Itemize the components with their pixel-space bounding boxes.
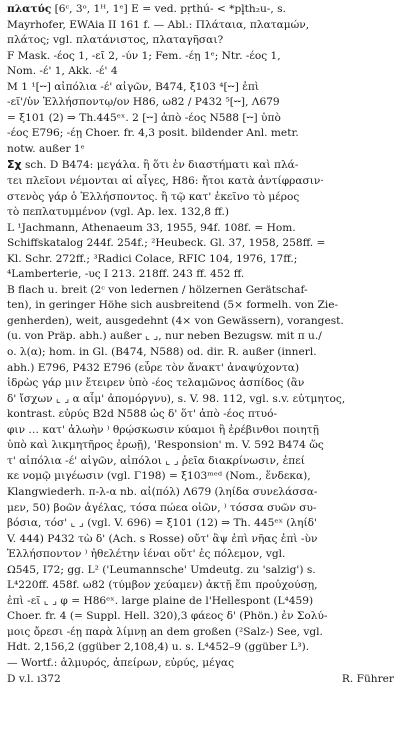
entry-line: ἐπὶ -εῖ ⌞ ⌟ φ = H86ᵉˣ. large plaine de l'Hellespont (L⁴459)	[7, 594, 314, 607]
entry-line-text: [6ᶜ, 3ᵒ, 1ᴴ, 1ᵉ] E = ved. pṛthú- < *pl̥th₂u-, s.	[54, 3, 286, 15]
entry-line: -εῖ'/ὑν Ἑλλήσποντῳ/ον H86, ω82 / P432 ⁵[⏑⏑], Λ679	[7, 96, 280, 109]
entry-line: μοις ὄρεσι -έῃ παρὰ λίμνῃ an dem großen (²Salz-) See, vgl.	[7, 625, 323, 638]
entry-line: Hdt. 2,156,2 (ggüber 2,108,4) u. s. L⁴452–9 (ggüber L³).	[7, 641, 310, 654]
section-metrics: M 1 ¹[⏑⏑] αἰπόλια -έ' αἰγῶν, B474, ξ103 ⁴[⏑⏑] ἐπὶ	[7, 80, 259, 93]
scholia-sigma-icon: Σχ	[7, 158, 22, 172]
entry-line: Nom. -έ' 1, Akk. -έ' 4	[7, 65, 118, 78]
entry-line: στενὸς γάρ ὁ Ἑλλήσποντος. ἢ τῷ κατ' ἐκεῖνο τὸ μέρος	[7, 190, 300, 203]
headword: πλατύς	[7, 3, 52, 15]
entry-line: Schiffskatalog 244f. 254f.; ²Heubeck. Gl. 37, 1958, 258ff. =	[7, 237, 326, 250]
entry-line: = ξ101 (2) ⇒ Th.445ᵉˣ. 2 [⏑⏑] ἀπὸ -έος N588 [⏑⏑] ὑπὸ	[7, 111, 281, 124]
entry-line: o. λ(α); hom. in Gl. (B474, N588) od. dir. R. außer (innerl.	[7, 346, 317, 359]
entry-line: μεν, 50) βοῶν ἀγέλας, τόσα πώεα οἰῶν, ⁾ τόσσα συῶν συ-	[7, 501, 317, 514]
author-signature: R. Führer	[341, 672, 394, 685]
entry-line: φιν … κατ' ἀλωὴν ⁾ θρῴσκωσιν κύαμοι ἢ ἐρέβινθοι ποιητῇ	[7, 423, 319, 436]
entry-line: Klangwiederh. π-λ-α nb. αἰ(πόλ) Λ679 (ληίδα συνελάσσα-	[7, 485, 318, 498]
entry-line: Ἑλλήσποντον ⁾ ἠθελέτην ἰέναι οὔτ' ἐς πόλεμον, vgl.	[7, 548, 286, 561]
entry-line: τει πλεῖονι νέμονται αἱ αἶγες, H86: ἤτοι κατὰ ἀντίφρασιν·	[7, 175, 324, 188]
entry-line: Choer. fr. 4 (= Suppl. Hell. 320),3 φάεος δ' (Phön.) ἐν Σολύ-	[7, 610, 328, 623]
entry-line: Mayrhofer, EWAia II 161 f. — Abl.: Πλάταια, πλαταμών,	[7, 18, 310, 31]
entry-line: genherden), weit, ausgedehnt (4× von Gewässern), vorangest.	[7, 314, 344, 327]
entry-line: ἱδρὼς γάρ μιν ἔτειρεν ὑπὸ -έος τελαμῶνος ἀσπίδος (ἂν	[7, 377, 305, 390]
entry-line: ten), in geringer Höhe sich ausbreitend (5× formelh. von Zie-	[7, 299, 339, 312]
entry-line: L⁴220ff. 458f. ω82 (τύμβον χεύαμεν) ἀκτῇ ἔπι προὐχούσῃ,	[7, 579, 318, 592]
section-scholia	[7, 157, 396, 174]
entry-line: kontrast. εὐρύς B2d N588 ὡς δ' ὅτ' ἀπὸ -έος πτυό-	[7, 408, 278, 421]
entry-line: (u. von Präp. abh.) außer ⌞ ⌟, nur neben Bezugsw. mit π u./	[7, 330, 322, 343]
entry-line: notw. außer 1ᵉ	[7, 142, 85, 155]
entry-line: δ' ἴσχων ⌞ ⌟ α αἷμ' ἀπομόργνυ), s. V. 98. 112, vgl. s.v. εὐτμητος,	[7, 392, 346, 405]
entry-line: κε νομῷ μιγέωσιν (vgl. Γ198) = ξ103ᵐᵉᵈ (Nom., ἕνδεκα),	[7, 470, 311, 483]
entry-line: — Wortf.: ἁλμυρός, ἀπείρων, εὐρύς, μέγας	[7, 656, 234, 669]
entry-line: βόσια, τόσ' ⌞ ⌟ (vgl. V. 696) = ξ101 (12) ⇒ Th. 445ᵉˣ (ληίδ'	[7, 517, 317, 530]
entry-line: -έος E796; -έῃ Choer. fr. 4,3 posit. bildender Anl. metr.	[7, 127, 299, 140]
entry-line: Ω545, I72; gg. L² ('Leumannsche' Umdeutg. zu 'salzig') s.	[7, 563, 316, 576]
entry-footer	[7, 672, 396, 688]
entry-line-text: sch. D B474: μεγάλα. ἢ ὅτι ἐν διαστήματι καὶ πλά-	[24, 159, 299, 172]
entry-line: V. 444) P432 τὼ δ' (Ach. s Rosse) οὔτ' ἂψ ἐπὶ νῆας ἐπὶ -ὺν	[7, 532, 318, 545]
section-variant-readings: D v.l. ı372	[7, 672, 61, 685]
entry-line: Kl. Schr. 272ff.; ³Radici Colace, RFIC 104, 1976, 17ff.;	[7, 252, 298, 265]
entry-line: τὸ πεπλατυμμένον (vgl. Ap. lex. 132,8 ff.)	[7, 206, 229, 219]
entry-line: τ' αἰπόλια -έ' αἰγῶν, αἰπόλοι ⌞ ⌟ ῥεῖα διακρίνωσιν, ἐπεί	[7, 454, 305, 467]
entry-line	[7, 2, 396, 18]
section-meaning: B flach u. breit (2ᶜ von ledernen / hölzernen Gerätschaf-	[7, 283, 308, 296]
entry-line: πλάτος; vgl. πλατάνιστος, πλαταγῆσαι?	[7, 34, 224, 47]
entry-line: ὑπὸ καὶ λικμητῆρος ἐρωῇ), 'Responsion' m. V. 592 B474 ὥς	[7, 439, 324, 452]
entry-line: ⁴Lamberterie, -υς I 213. 218ff. 243 ff. 452 ff.	[7, 268, 245, 281]
entry-line: abh.) E796, P432 E796 (εὖρε τὸν ἄνακτ' ἀναψύχοντα)	[7, 361, 300, 374]
section-literature: L ¹Jachmann, Athenaeum 33, 1955, 94f. 108f. = Hom.	[7, 221, 296, 234]
section-forms: F Mask. -έος 1, -εῖ 2, -ύν 1; Fem. -έῃ 1ᵉ; Ntr. -έος 1,	[7, 49, 281, 62]
